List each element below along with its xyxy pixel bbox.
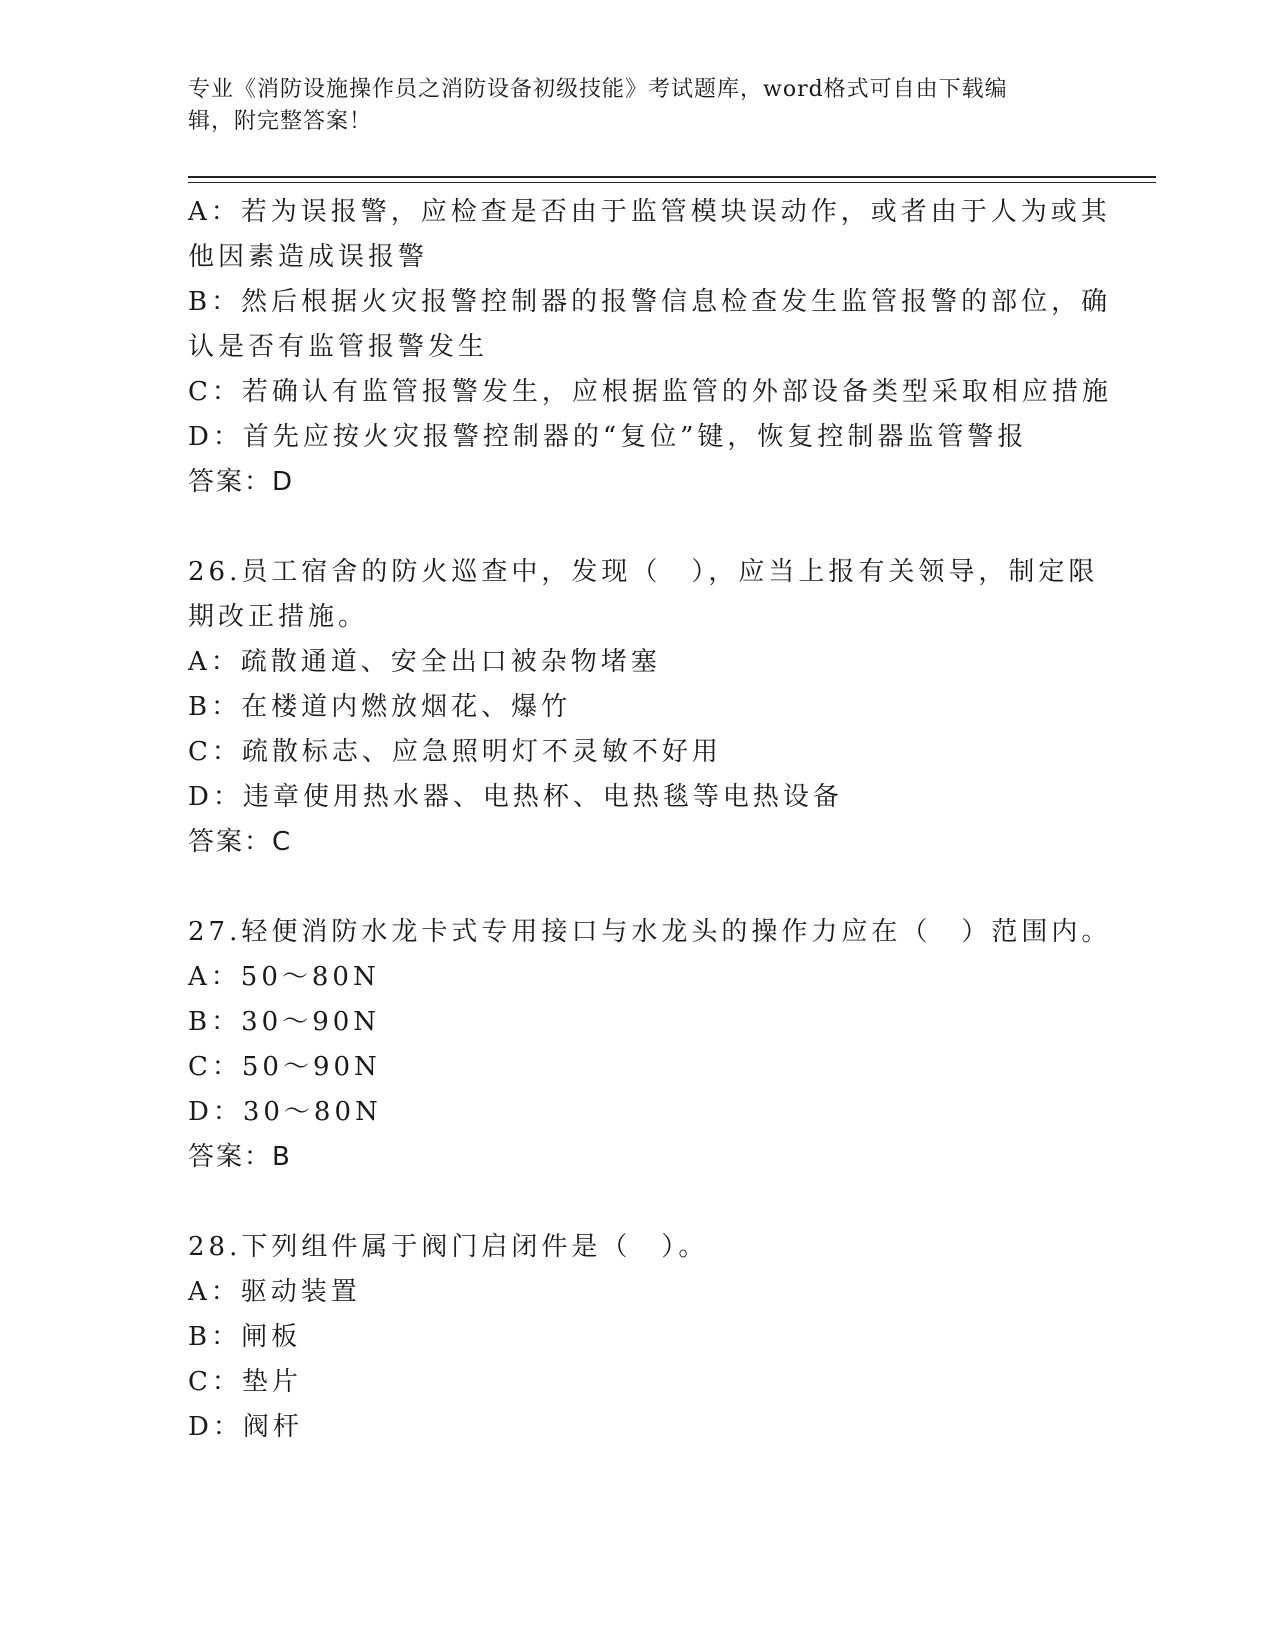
option-a-line-1: A：若为误报警，应检查是否由于监管模块误动作，或者由于人为或其 — [188, 197, 1111, 227]
document-header — [188, 74, 1068, 138]
spacer — [188, 1180, 1068, 1225]
answer-label: 答案：C — [188, 827, 293, 857]
option-a: A：驱动装置 — [188, 1277, 361, 1307]
option-d: D：首先应按火灾报警控制器的“复位”键，恢复控制器监管警报 — [188, 422, 1028, 452]
option-b: B：闸板 — [188, 1322, 302, 1352]
question-block-28 — [188, 1225, 1068, 1450]
question-list — [188, 190, 1112, 1450]
option-c: C：疏散标志、应急照明灯不灵敏不好用 — [188, 737, 722, 767]
header-divider-thick — [188, 176, 1156, 178]
question-block-25 — [188, 190, 1112, 505]
option-b: B：在楼道内燃放烟花、爆竹 — [188, 692, 572, 722]
header-line-1: 专业《消防设施操作员之消防设备初级技能》考试题库，word格式可自由下载编 — [188, 77, 1008, 102]
document-page — [188, 0, 1112, 1650]
option-b: B：30～90N — [188, 1007, 381, 1037]
answer-label: 答案：B — [188, 1142, 292, 1172]
answer-label: 答案：D — [188, 467, 295, 497]
option-d: D：阀杆 — [188, 1412, 303, 1442]
option-a: A：疏散通道、安全出口被杂物堵塞 — [188, 647, 661, 677]
question-stem-line-2: 期改正措施。 — [188, 602, 369, 632]
question-stem-line-1: 28.下列组件属于阀门启闭件是（ ）。 — [188, 1232, 709, 1262]
spacer — [188, 505, 1068, 550]
question-block-26 — [188, 550, 1099, 865]
option-b-line-1: B：然后根据火灾报警控制器的报警信息检查发生监管报警的部位，确 — [188, 287, 1112, 317]
option-c: C：若确认有监管报警发生，应根据监管的外部设备类型采取相应措施 — [188, 377, 1112, 407]
option-a-line-2: 他因素造成误报警 — [188, 242, 429, 272]
header-divider-thin — [188, 182, 1156, 183]
header-line-2: 辑，附完整答案！ — [188, 109, 373, 134]
option-c: C：垫片 — [188, 1367, 302, 1397]
option-b-line-2: 认是否有监管报警发生 — [188, 332, 489, 362]
spacer — [188, 865, 1068, 910]
option-c: C：50～90N — [188, 1052, 381, 1082]
question-block-27 — [188, 910, 1112, 1180]
question-stem-line-1: 26.员工宿舍的防火巡查中，发现（ ），应当上报有关领导，制定限 — [188, 557, 1099, 587]
question-stem-line-1: 27.轻便消防水龙卡式专用接口与水龙头的操作力应在（ ）范围内。 — [188, 917, 1112, 947]
option-d: D：30～80N — [188, 1097, 382, 1127]
option-a: A：50～80N — [188, 962, 380, 992]
option-d: D：违章使用热水器、电热杯、电热毯等电热设备 — [188, 782, 843, 812]
